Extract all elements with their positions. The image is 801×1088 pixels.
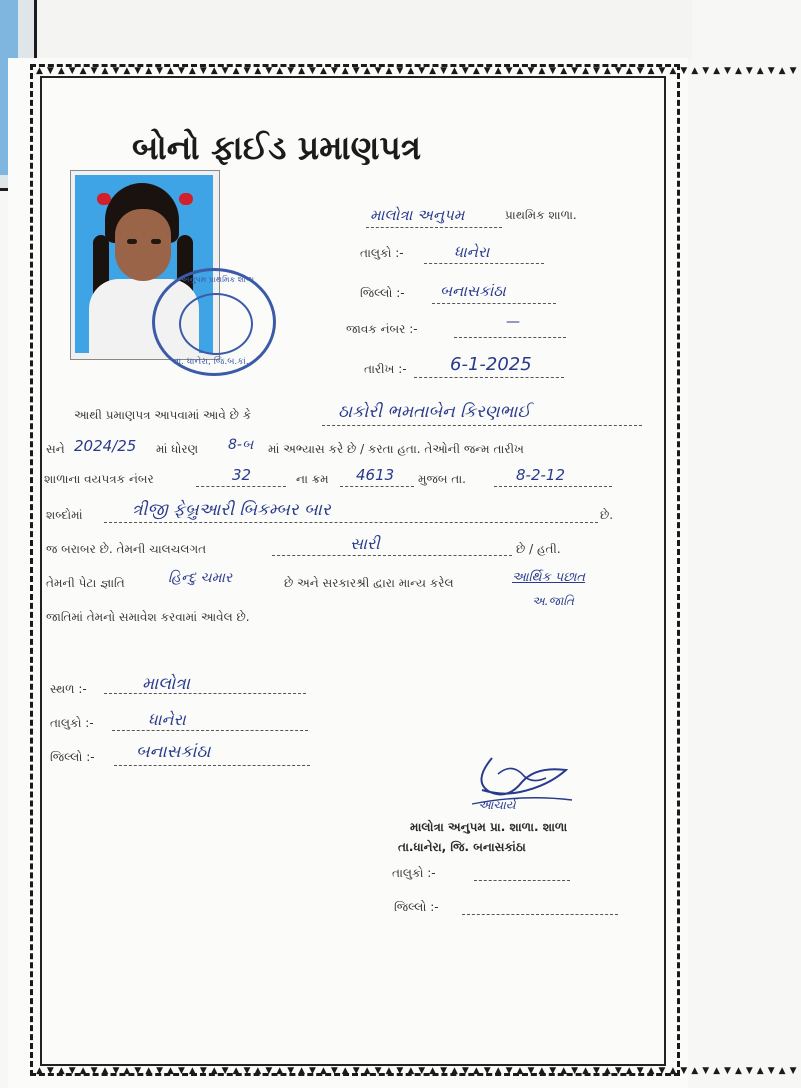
dob-value: 8-2-12 [516, 466, 565, 484]
school-name-value: માલોત્રા અનુપમ [370, 206, 465, 224]
date-label: તારીખ :- [364, 362, 407, 376]
school-stamp [152, 268, 276, 376]
footer-district-value: બનાસકાંઠા [136, 742, 211, 762]
taluka-value: ધાનેરા [454, 243, 490, 261]
body-line4-suffix: છે. [600, 508, 614, 522]
register-number: 32 [232, 466, 252, 484]
top-background [0, 0, 692, 60]
border-triangles-bottom: ▲▼▲▼▲▼▲▼▲▼▲▼▲▼▲▼▲▼▲▼▲▼▲▼▲▼▲▼▲▼▲▼▲▼▲▼▲▼▲▼▲▼▲▼▲▼▲▼▲▼▲▼▲▼▲▼▲▼▲▼▲▼▲▼▲▼▲▼▲▼ [36, 1066, 801, 1076]
year-value: 2024/25 [74, 437, 137, 455]
dob-in-words: ત્રીજી ફેબ્રુઆરી બિકમ્બર બાર [132, 500, 331, 520]
footer-district-label: જિલ્લો :- [50, 750, 95, 764]
sig-district-label: જિલ્લો :- [394, 900, 439, 914]
seal-line-1: માલોત્રા અનુપમ પ્રા. શાળા. શાળા [410, 820, 568, 834]
body-line7: જાતિમાં તેમનો સમાવેશ કરવામાં આવેલ છે. [46, 610, 250, 624]
taluka-label: તાલુકો :- [360, 246, 404, 260]
footer-taluka-label: તાલુકો :- [50, 716, 94, 730]
footer-taluka-value: ધાનેરા [148, 710, 186, 729]
signature-caption: આચાર્ય [478, 798, 516, 812]
student-name: ઠાકોરી ભમતાબેન કિરણભાઈ [338, 402, 531, 422]
body-line6-prefix: તેમની પેટા જ્ઞાતિ [46, 576, 125, 590]
category-value: આર્થિક પછાત [512, 570, 586, 585]
place-label: સ્થળ :- [50, 682, 87, 696]
serial-number: 4613 [356, 466, 395, 484]
body-line2-suffix: માં અભ્યાસ કરે છે / કરતા હતા. તેઓની જન્મ તારીખ [268, 442, 524, 456]
body-line5-prefix: જ બરાબર છે. તેમની ચાલચલગત [46, 542, 207, 556]
date-value: 6-1-2025 [450, 354, 532, 375]
outward-value: — [506, 314, 520, 330]
district-label: જિલ્લો :- [360, 286, 405, 300]
stamp-text-bottom: તા. ધાનેરા, જિ.બ.કાં. [173, 357, 249, 367]
caste-value: હિન્દુ ચમાર [168, 570, 233, 586]
body-line1-prefix: આથી પ્રમાણપત્ર આપવામાં આવે છે કે [74, 408, 252, 422]
body-line3-mid: ના ક્રમ [296, 472, 329, 486]
outward-label: જાવક નંબર :- [346, 322, 418, 336]
stamp-text-top: અનુપમ પ્રાથમિક શાળા [181, 275, 255, 284]
seal-line-2: તા.ધાનેરા, જિ. બનાસકાંઠા [398, 840, 526, 854]
border-triangles-top: ▲▼▲▼▲▼▲▼▲▼▲▼▲▼▲▼▲▼▲▼▲▼▲▼▲▼▲▼▲▼▲▼▲▼▲▼▲▼▲▼▲▼▲▼▲▼▲▼▲▼▲▼▲▼▲▼▲▼▲▼▲▼▲▼▲▼▲▼▲▼ [36, 66, 801, 76]
sig-taluka-label: તાલુકો :- [392, 866, 436, 880]
body-line6-mid: છે અને સરકારશ્રી દ્વારા માન્ય કરેલ [284, 576, 454, 590]
body-line3-mid2: મુજબ તા. [418, 472, 466, 486]
body-line4-prefix: શબ્દોમાં [46, 508, 83, 522]
category-value-2: અ.જાતિ [532, 594, 574, 608]
std-value: 8-બ [228, 437, 254, 453]
district-value: બનાસકાંઠા [440, 282, 506, 300]
body-line3-prefix: શાળાના વયપત્રક નંબર [44, 472, 154, 486]
conduct-value: સારી [350, 534, 380, 553]
place-value: માલોત્રા [142, 674, 190, 694]
body-line2-mid: માં ધોરણ [156, 442, 199, 456]
body-line5-suffix: છે / હતી. [516, 542, 561, 556]
body-line2-prefix: સને [46, 442, 65, 456]
school-name-suffix: પ્રાથમિક શાળા. [505, 208, 577, 222]
certificate-title: બોનો ફાઈડ પ્રમાણપત્ર [132, 128, 422, 167]
